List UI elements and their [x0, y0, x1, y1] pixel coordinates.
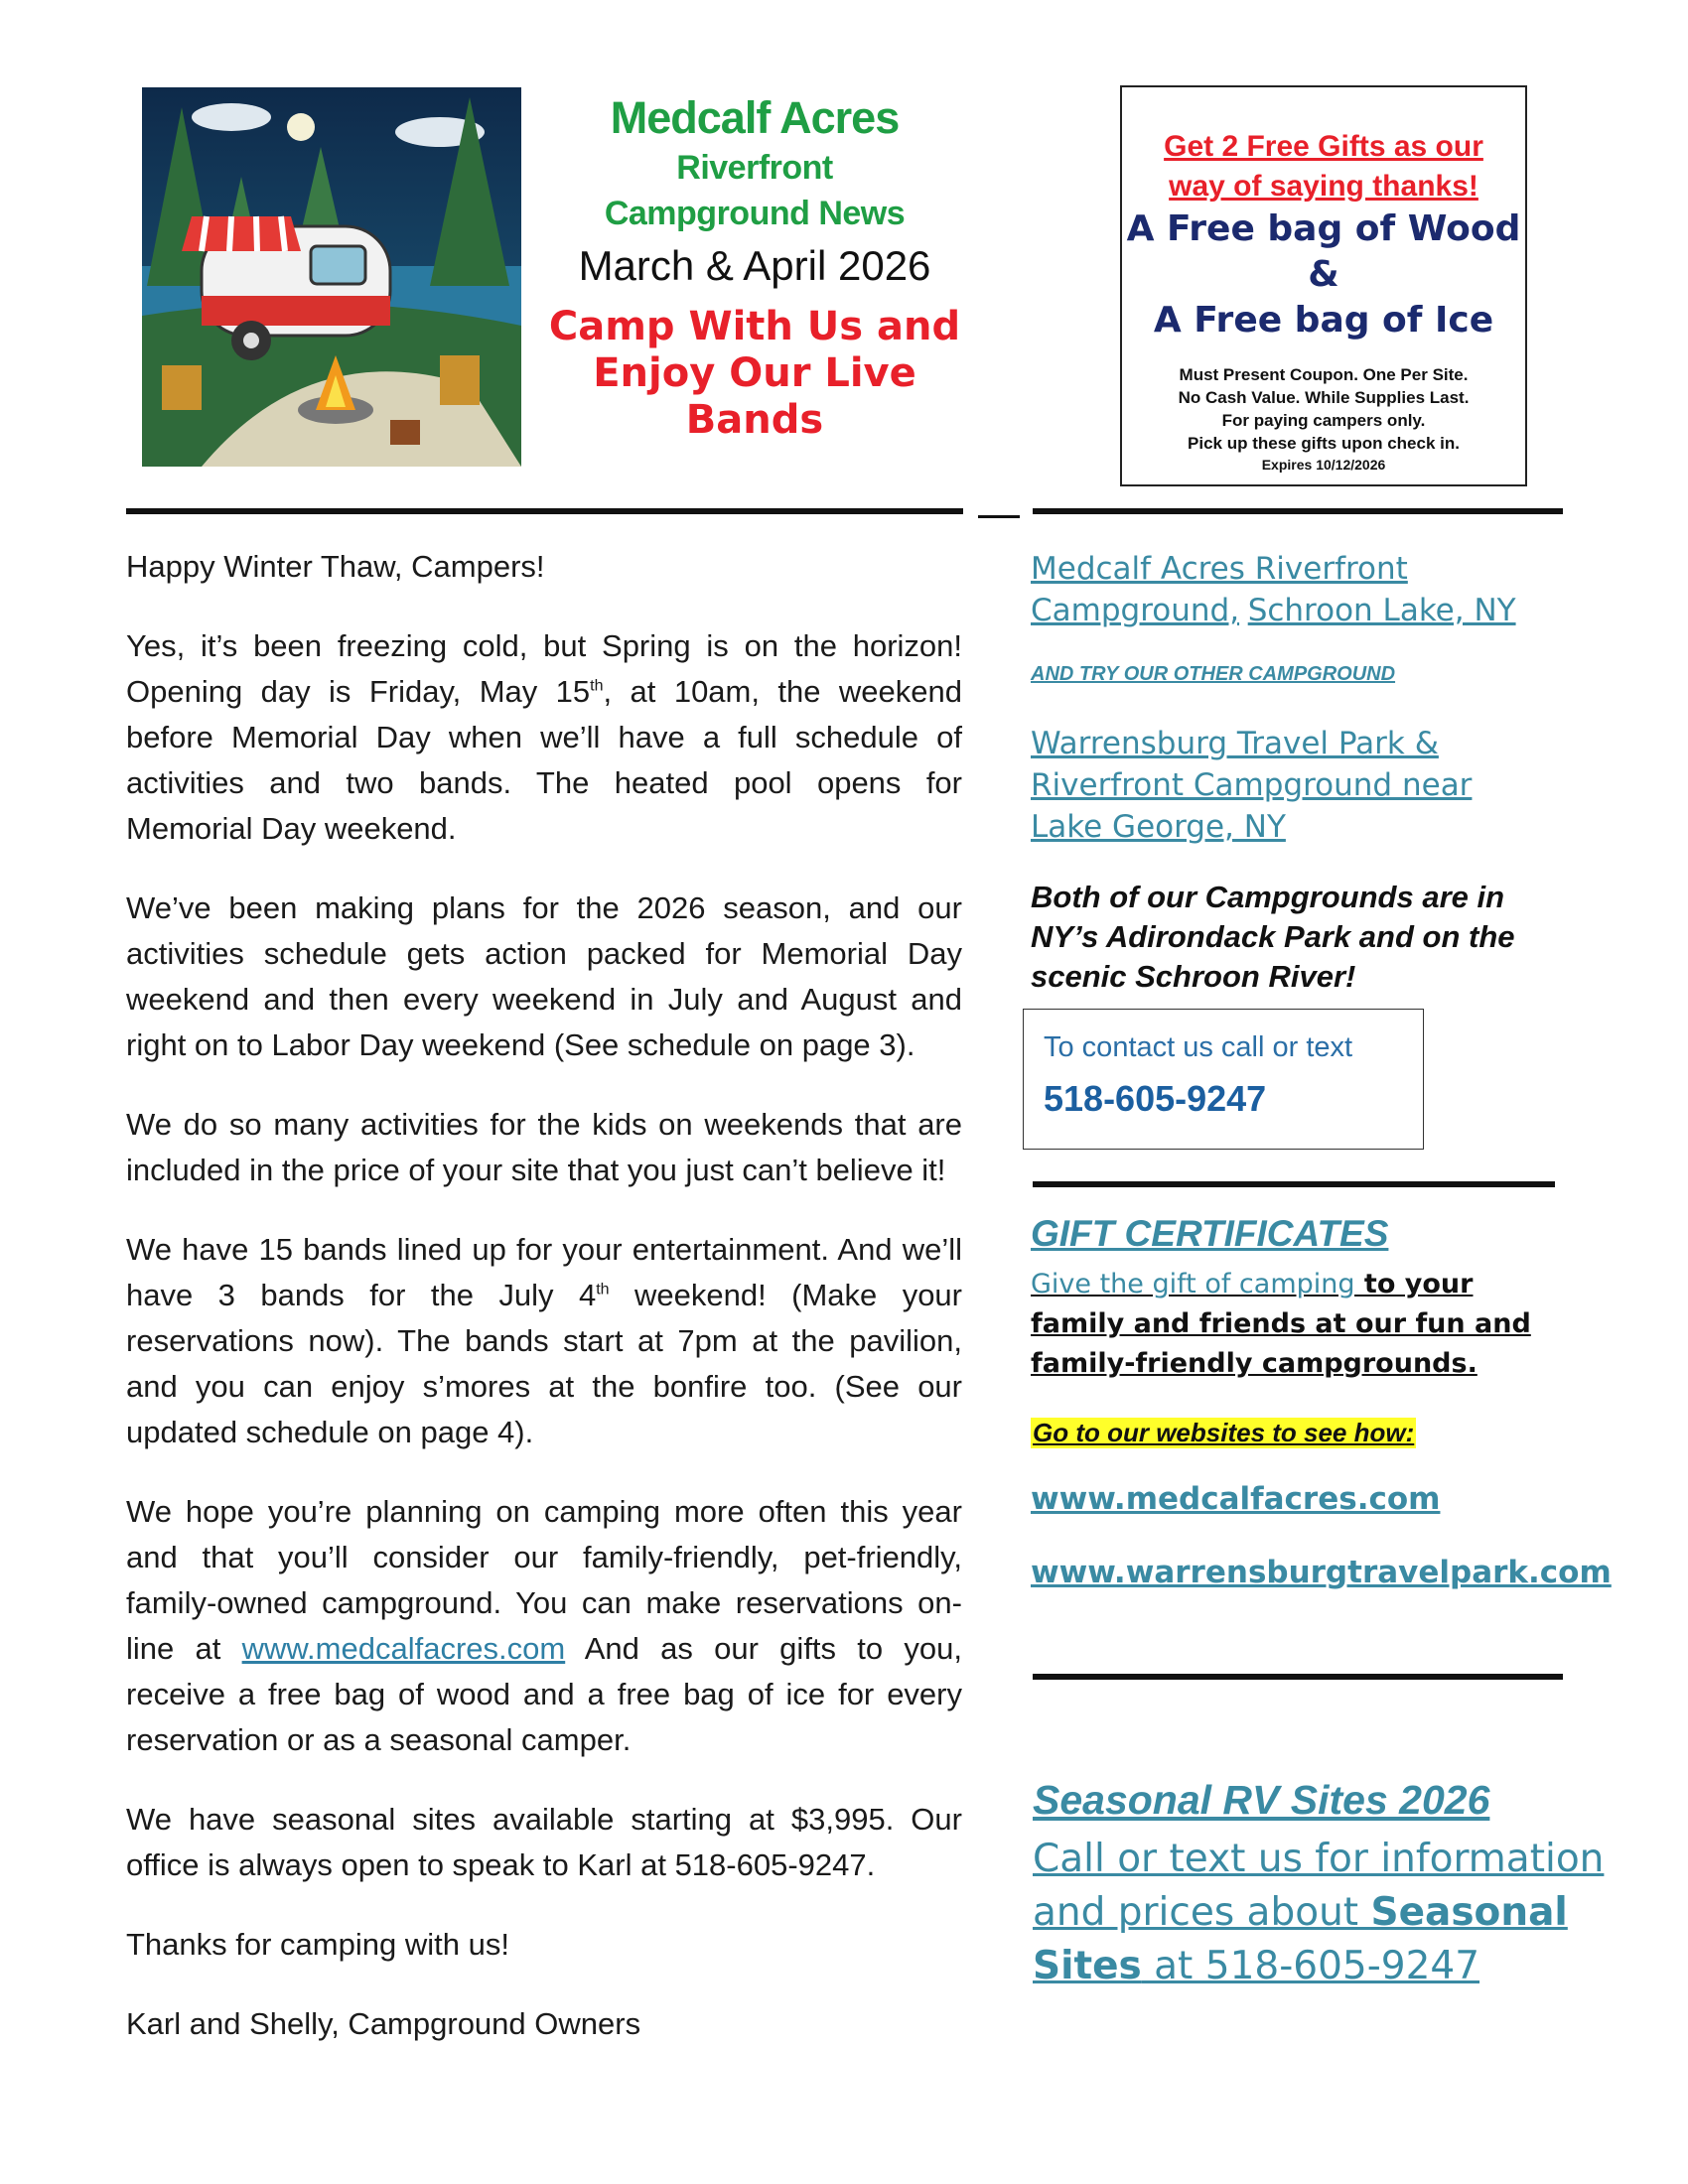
- gift-coupon: [1120, 85, 1527, 486]
- seasonal-sites-text[interactable]: Call or text us for information and prices about Seasonal Sites at 518-605-9247: [1033, 1837, 1605, 1988]
- coupon-fine-print: Must Present Coupon. One Per Site. No Cash Value. While Supplies Last. For paying campers only. Pick up these gifts upon check in.: [1178, 365, 1470, 453]
- coupon-headline: Get 2 Free Gifts as our way of saying thanks!: [1164, 130, 1483, 203]
- campground-link-medcalf[interactable]: Medcalf Acres Riverfront Campground, Schroon Lake, NY: [1031, 551, 1516, 628]
- masthead-subtitle-2: Campground News: [604, 195, 906, 232]
- divider-sidebar-1: [1033, 1181, 1555, 1187]
- campground-link-warrensburg[interactable]: Warrensburg Travel Park & Riverfront Campground near Lake George, NY: [1031, 726, 1473, 845]
- websites-callout: Go to our websites to see how:: [1033, 1418, 1415, 1447]
- masthead-subtitle-1: Riverfront: [676, 149, 833, 187]
- website-link-warrensburg[interactable]: www.warrensburgtravelpark.com: [1031, 1555, 1612, 1590]
- contact-box: [1023, 1009, 1424, 1150]
- newsletter-header: [516, 91, 993, 444]
- paragraph-kids: We do so many activities for the kids on weekends that are included in the price of your site that you just can’t believe it!: [126, 1107, 962, 1187]
- contact-label: To contact us call or text: [1044, 1031, 1353, 1063]
- paragraph-bands: We have 15 bands lined up for your entertainment. And we’ll have 3 bands for the July 4th weekend! (Make your reservations now). The bands start at 7pm at the pavilion, and you can enjoy s’mores at the bonfire too. (See our updated schedule on page 4).: [126, 1232, 962, 1449]
- signoff: Karl and Shelly, Campground Owners: [126, 2006, 641, 2041]
- camper-illustration: [142, 87, 521, 467]
- camper-trailer-icon: [142, 87, 521, 467]
- website-link[interactable]: www.medcalfacres.com: [241, 1631, 566, 1666]
- gift-certificates-heading: GIFT CERTIFICATES: [1031, 1213, 1389, 1254]
- tagline: Camp With Us and Enjoy Our Live Bands: [548, 304, 961, 443]
- masthead-title: Medcalf Acres: [610, 92, 900, 143]
- paragraph-opening: Yes, it’s been freezing cold, but Spring is on the horizon! Opening day is Friday, May 15th, at 10am, the weekend before Memorial Day when we’ll have a full schedule of activities and two bands. The heated pool opens for Memorial Day weekend.: [126, 628, 963, 846]
- thanks-line: Thanks for camping with us!: [126, 1927, 509, 1962]
- divider-left: [126, 508, 963, 514]
- letter-body: [126, 544, 962, 2081]
- divider-right: [1033, 508, 1563, 514]
- paragraph-reservations: We hope you’re planning on camping more often this year and that you’ll consider our family-friendly, pet-friendly, family-owned campground. You can make reservations on-line at www.medcalfacres.com And as our gifts to you, receive a free bag of wood and a free bag of ice for every reservation or as a seasonal camper.: [126, 1494, 962, 1757]
- divider-small: [978, 515, 1020, 518]
- seasonal-sites-heading[interactable]: Seasonal RV Sites 2026: [1033, 1777, 1490, 1823]
- paragraph-season: We’ve been making plans for the 2026 season, and our activities schedule gets action packed for Memorial Day weekend and then every weekend in July and August and right on to Labor Day weekend (See schedule on page 3).: [126, 890, 962, 1062]
- gift-certificates-text: Give the gift of camping to your family and friends at our fun and family-friendly campgrounds.: [1031, 1269, 1531, 1379]
- divider-sidebar-2: [1033, 1674, 1563, 1680]
- coupon-gift-wood: A Free bag of Wood: [1126, 208, 1521, 249]
- gift-link[interactable]: Give the gift of camping: [1031, 1269, 1355, 1299]
- adirondack-note: Both of our Campgrounds are in NY’s Adirondack Park and on the scenic Schroon River!: [1031, 880, 1515, 994]
- coupon-ampersand: &: [1308, 254, 1339, 295]
- contact-phone[interactable]: 518-605-9247: [1044, 1078, 1267, 1119]
- other-campground-label[interactable]: AND TRY OUR OTHER CAMPGROUND: [1031, 663, 1396, 685]
- coupon-gift-ice: A Free bag of Ice: [1153, 300, 1494, 341]
- greeting: Happy Winter Thaw, Campers!: [126, 549, 545, 584]
- paragraph-seasonal: We have seasonal sites available starting at $3,995. Our office is always open to speak to Karl at 518-605-9247.: [126, 1802, 962, 1882]
- issue-date: March & April 2026: [578, 242, 931, 289]
- coupon-expiry: Expires 10/12/2026: [1261, 457, 1386, 473]
- website-link-medcalf[interactable]: www.medcalfacres.com: [1031, 1481, 1441, 1517]
